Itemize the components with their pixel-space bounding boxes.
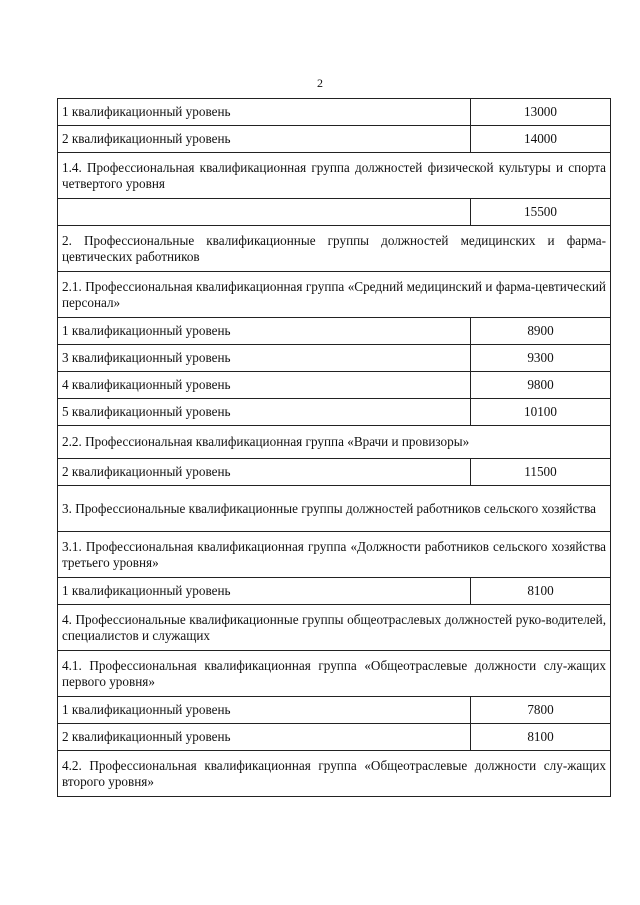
qualification-level-label: 4 квалификационный уровень: [58, 372, 471, 399]
table-row: [58, 345, 611, 372]
qualification-level-label: 1 квалификационный уровень: [58, 318, 471, 345]
group-header-row: [58, 532, 611, 578]
table-row: [58, 199, 611, 226]
table-row: [58, 724, 611, 751]
qualification-group-title: 4.2. Профессиональная квалификационная группа «Общеотраслевые должности слу-жащих второго уровня»: [58, 751, 611, 797]
group-header-row: [58, 272, 611, 318]
table-row: [58, 126, 611, 153]
salary-value: 8900: [471, 318, 611, 345]
qualification-level-label: 1 квалификационный уровень: [58, 578, 471, 605]
group-header-row: [58, 226, 611, 272]
table-row: [58, 99, 611, 126]
table-row: [58, 399, 611, 426]
group-header-row: [58, 751, 611, 797]
qualification-group-title: 2. Профессиональные квалификационные группы должностей медицинских и фарма-цевтических работников: [58, 226, 611, 272]
table-row: [58, 578, 611, 605]
salary-value: 10100: [471, 399, 611, 426]
group-header-row: [58, 486, 611, 532]
qualification-level-label: 2 квалификационный уровень: [58, 724, 471, 751]
table-row: [58, 372, 611, 399]
qualification-group-title: 3.1. Профессиональная квалификационная группа «Должности работников сельского хозяйства третьего уровня»: [58, 532, 611, 578]
group-header-row: [58, 153, 611, 199]
qualification-level-label: [58, 199, 471, 226]
qualification-level-label: 3 квалификационный уровень: [58, 345, 471, 372]
table-row: [58, 318, 611, 345]
group-header-row: [58, 605, 611, 651]
qualification-group-title: 4. Профессиональные квалификационные группы общеотраслевых должностей руко-водителей, специалистов и служащих: [58, 605, 611, 651]
salary-value: 15500: [471, 199, 611, 226]
table-row: [58, 459, 611, 486]
qualification-group-title: 3. Профессиональные квалификационные группы должностей работников сельского хозяйства: [58, 486, 611, 532]
salary-value: 11500: [471, 459, 611, 486]
salary-table-body: [58, 99, 611, 797]
group-header-row: [58, 426, 611, 459]
table-row: [58, 697, 611, 724]
salary-value: 14000: [471, 126, 611, 153]
page-number: 2: [317, 76, 323, 90]
salary-value: 13000: [471, 99, 611, 126]
qualification-group-title: 1.4. Профессиональная квалификационная группа должностей физической культуры и спорта четвертого уровня: [58, 153, 611, 199]
salary-table: [57, 98, 611, 797]
qualification-level-label: 1 квалификационный уровень: [58, 99, 471, 126]
qualification-group-title: 2.2. Профессиональная квалификационная группа «Врачи и провизоры»: [58, 426, 611, 459]
group-header-row: [58, 651, 611, 697]
qualification-level-label: 5 квалификационный уровень: [58, 399, 471, 426]
salary-value: 8100: [471, 724, 611, 751]
qualification-group-title: 4.1. Профессиональная квалификационная группа «Общеотраслевые должности слу-жащих первого уровня»: [58, 651, 611, 697]
qualification-group-title: 2.1. Профессиональная квалификационная группа «Средний медицинский и фарма-цевтический персонал»: [58, 272, 611, 318]
salary-value: 9300: [471, 345, 611, 372]
salary-value: 8100: [471, 578, 611, 605]
qualification-level-label: 2 квалификационный уровень: [58, 459, 471, 486]
salary-value: 7800: [471, 697, 611, 724]
qualification-level-label: 2 квалификационный уровень: [58, 126, 471, 153]
salary-value: 9800: [471, 372, 611, 399]
qualification-level-label: 1 квалификационный уровень: [58, 697, 471, 724]
